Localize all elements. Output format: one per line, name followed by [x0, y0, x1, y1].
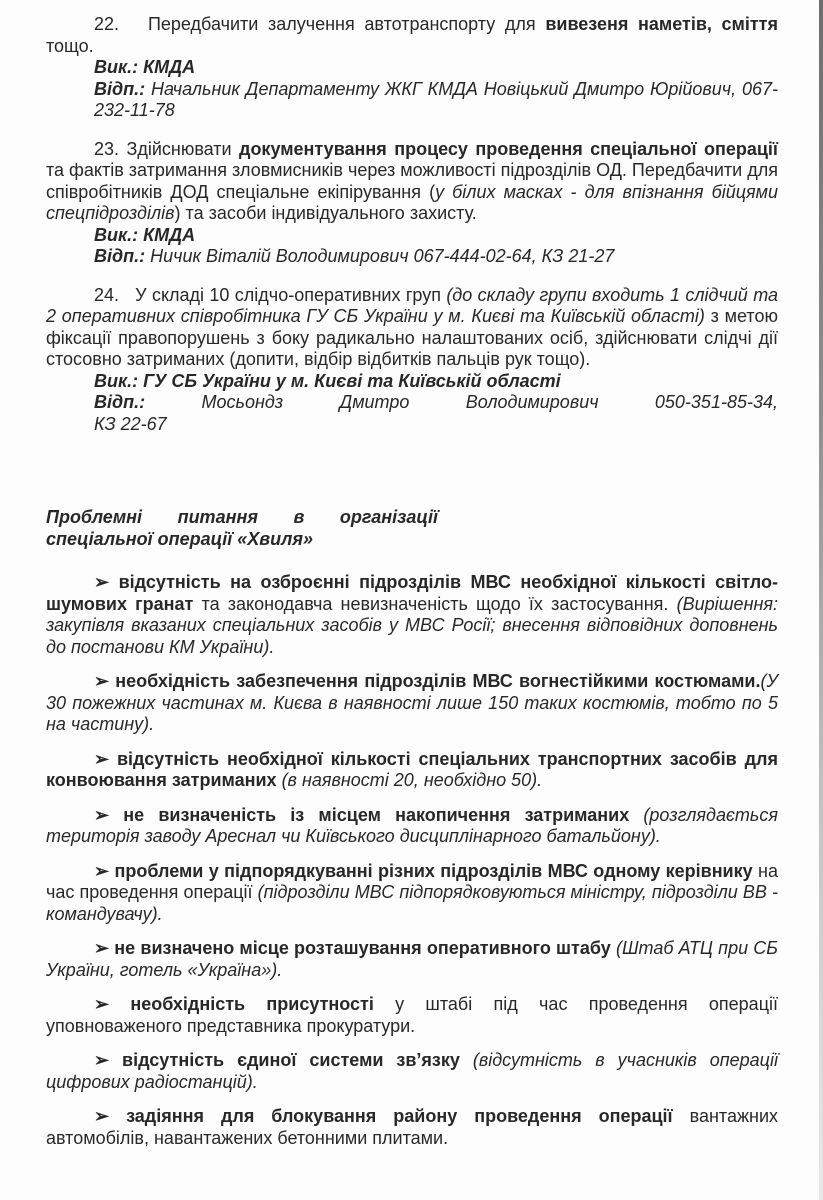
issue-bullet-8: ➢ відсутність єдиної системи зв’язку (відсутність в учасників операції цифрових радіостанцій). — [46, 1050, 778, 1092]
section-heading-line-1: Проблемні питання в організації — [46, 507, 438, 527]
item-23-executor: Вик.: КМДА — [94, 224, 196, 245]
item-22-paragraph: 22. Передбачити залучення автотранспорту для вивезеня наметів, сміття тощо. — [46, 14, 778, 56]
issue-bullet-9: ➢ задіяння для блокування району проведення операції вантажних автомобілів, навантажених бетонними плитами. — [46, 1106, 778, 1148]
issue-bullet-5: ➢ проблеми у підпорядкуванні різних підрозділів МВС одному керівнику на час проведення операції (підрозділи МВС підпорядковуються міністру, підрозділи ВВ - командувачу). — [46, 860, 779, 924]
item-22-executor: Вик.: КМДА — [94, 57, 196, 77]
issue-bullet-3: ➢ відсутність необхідної кількості спеціальних транспортних засобів для конвоювання затриманих (в наявності 20, необхідно 50). — [46, 748, 778, 790]
item-24-responsible-line-1: Відп.: Мосьондз Дмитро Володимирович 050-351-85-34, — [94, 392, 778, 412]
item-24-paragraph: 24. У складі 10 слідчо-оперативних груп (до складу групи входить 1 слідчий та 2 оперативних співробітника ГУ СБ України у м. Києві та Київській області) з метою фіксації правопорушень з боку радикально налаштованих осіб, здійснювати слідчі дії стосовно затриманих (допити, відбір відбитків пальців рук тощо). — [46, 284, 778, 369]
section-heading-line-2: спеціальної операції «Хвиля» — [46, 528, 313, 549]
issue-bullet-7: ➢ необхідність присутності у штабі під час проведення операції уповноваженого представника прокуратури. — [46, 994, 779, 1036]
issue-bullet-4: ➢ не визначеність із місцем накопичення затриманих (розглядається територія заводу Ареснал чи Київського дисциплінарного батальйону). — [46, 804, 778, 846]
item-22-responsible: Відп.: Начальник Департаменту ЖКГ КМДА Новіцький Дмитро Юрійович, 067-232-11-78 — [94, 78, 778, 120]
item-23-responsible: Відп.: Ничик Віталій Володимирович 067-444-02-64, КЗ 21-27 — [94, 246, 615, 266]
issue-bullet-1: ➢ відсутність на озброєнні підрозділів МВС необхідної кількості світло-шумових гранат та законодавча невизначеність щодо їх застосування. (Вирішення: закупівля вказаних спеціальних засобів у МВС Росії; внесення відповідних доповнень до постанови КМ України). — [46, 572, 778, 657]
item-23-paragraph: 23. Здійснювати документування процесу проведення спеціальної операції та фактів затримання зловмисників через можливості підрозділів ОД. Передбачити для співробітників ДОД спеціальне екіпірування (у білих масках - для впізнання бійцями спецпідрозділів) та засоби індивідуального захисту. — [46, 138, 778, 223]
issue-bullet-2: ➢ необхідність забезпечення підрозділів МВС вогнестійкими костюмами.(У 30 пожежних частинах м. Києва в наявності лише 150 таких костюмів, тобто по 5 на частину). — [46, 671, 778, 734]
item-24-responsible-line-2: КЗ 22-67 — [94, 413, 167, 434]
item-24-executor: Вик.: ГУ СБ України у м. Києві та Київській області — [94, 370, 561, 391]
issue-bullet-6: ➢ не визначено місце розташування оперативного штабу (Штаб АТЦ при СБ України, готель «Україна»). — [46, 938, 779, 980]
